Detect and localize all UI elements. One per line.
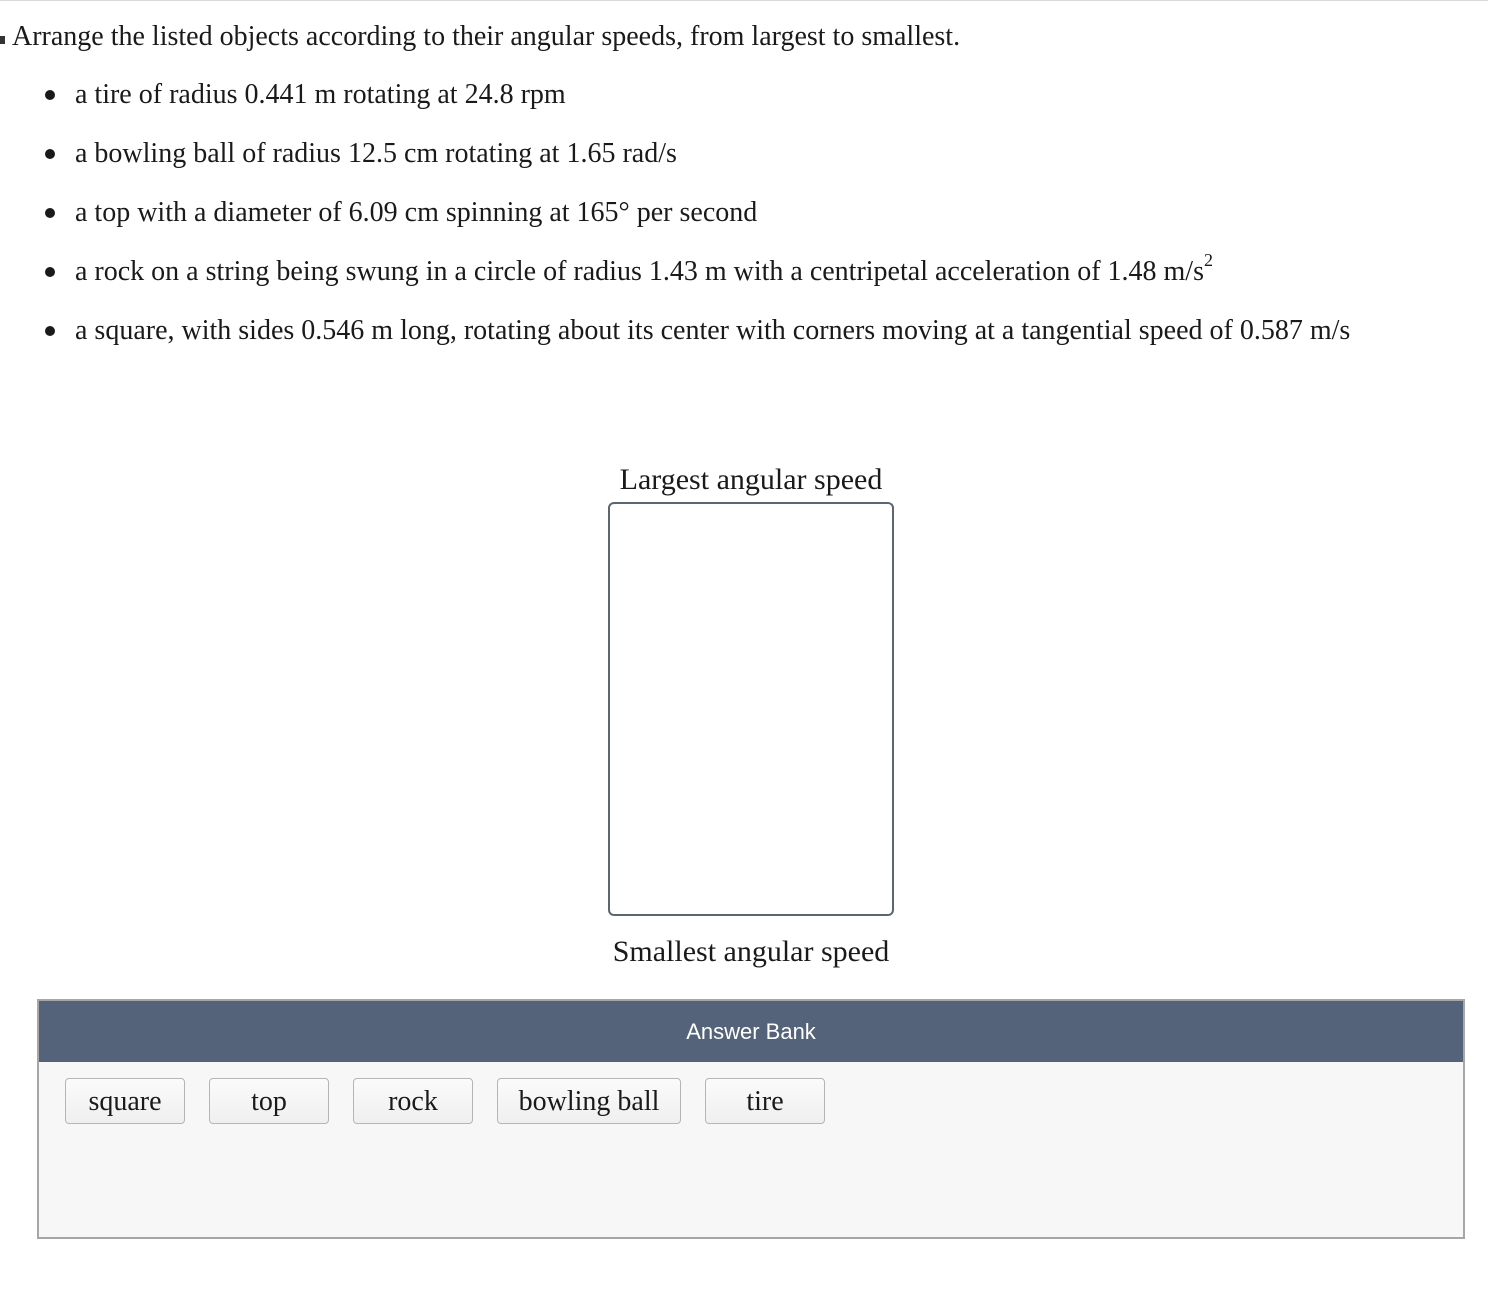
superscript: 2 bbox=[1203, 249, 1213, 270]
list-item-text: a bowling ball of radius 12.5 cm rotating at 1.65 rad/s bbox=[75, 138, 677, 169]
question-marker bbox=[0, 36, 5, 44]
list-item bbox=[0, 75, 1350, 134]
answer-chip-top[interactable]: top bbox=[209, 1078, 329, 1124]
list-item-text: a rock on a string being swung in a circle of radius 1.43 m with a centripetal acceleration of 1.48 m/s bbox=[75, 256, 1204, 287]
list-item-text: a tire of radius 0.441 m rotating at 24.8 rpm bbox=[75, 79, 566, 110]
smallest-label: Smallest angular speed bbox=[612, 935, 890, 968]
top-divider bbox=[0, 0, 1488, 1]
answer-chip-bowling-ball[interactable]: bowling ball bbox=[497, 1078, 681, 1124]
largest-label: Largest angular speed bbox=[619, 463, 883, 496]
list-item bbox=[0, 193, 1350, 252]
list-item bbox=[0, 134, 1350, 193]
answer-chip-square[interactable]: square bbox=[65, 1078, 185, 1124]
object-list bbox=[0, 75, 1350, 370]
bullet-icon bbox=[45, 267, 55, 277]
list-item-text: a square, with sides 0.546 m long, rotating about its center with corners moving at a tangential speed of 0.587 m/s bbox=[75, 315, 1351, 346]
list-item-text: a top with a diameter of 6.09 cm spinning at 165° per second bbox=[75, 197, 758, 228]
answer-chip-rock[interactable]: rock bbox=[353, 1078, 473, 1124]
list-item bbox=[0, 249, 1350, 311]
answer-bank-title: Answer Bank bbox=[39, 1001, 1463, 1062]
answer-bank bbox=[37, 999, 1465, 1239]
bullet-icon bbox=[45, 149, 55, 159]
bullet-icon bbox=[45, 90, 55, 100]
bullet-icon bbox=[45, 208, 55, 218]
ranking-drop-zone[interactable] bbox=[608, 502, 894, 916]
question-prompt: Arrange the listed objects according to their angular speeds, from largest to smallest. bbox=[12, 21, 961, 52]
bullet-icon bbox=[45, 326, 55, 336]
list-item bbox=[0, 311, 1350, 370]
answer-chip-tire[interactable]: tire bbox=[705, 1078, 825, 1124]
